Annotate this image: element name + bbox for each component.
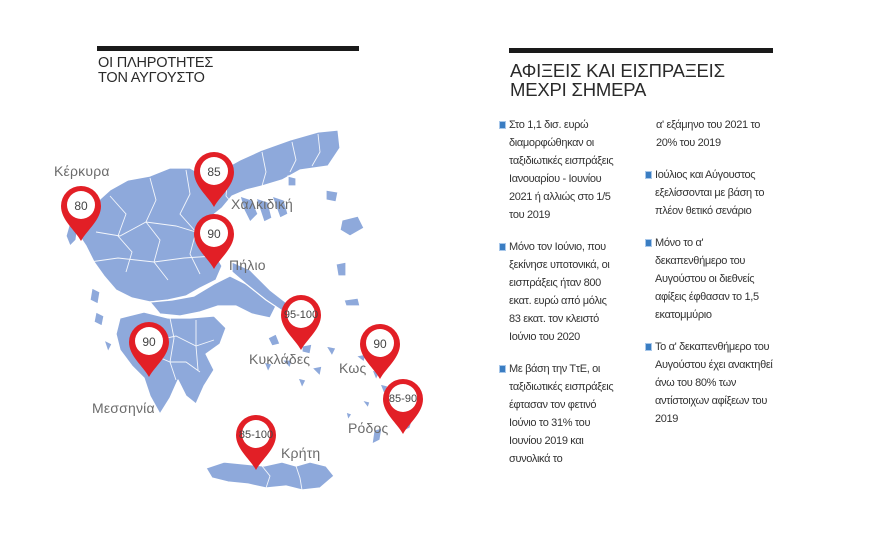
bullet-item [499,238,627,346]
pin-value [279,293,323,337]
pin-value: 90 [207,226,221,241]
bullet-item [645,338,785,428]
right-heading-rule [509,48,773,53]
place-label-rodos: Ρόδος [348,420,389,436]
text-column-1 [499,116,627,482]
pin-value [381,377,425,421]
bullet-text: Με βάση την ΤτΕ, οι ταξιδιωτικές εισπράξεις έφτασαν τον φετινό Ιούνιο το 31% του Ιουνίου 2019 και συνολικά το [509,363,614,465]
text-column-2 [645,116,785,442]
bullet-continuation: α' εξάμηνο του 2021 το 20% του 2019 [656,119,761,149]
place-label-messinia: Μεσσηνία [92,400,155,416]
bullet-item [645,166,785,220]
map-pin-rodos[interactable] [381,377,425,435]
bullet-square-icon [645,171,652,179]
left-heading-line1: ΟΙ ΠΛΗΡΟΤΗΤΕΣ [98,55,214,71]
bullet-text: Ιούλιος και Αύγουστος εξελίσσονται με βάση το πλέον θετικό σενάριο [655,169,765,217]
map-pin-chalkidiki[interactable] [192,150,236,208]
place-label-kriti: Κρήτη [281,445,321,461]
right-heading [510,62,725,99]
bullet-item [499,360,627,468]
map-pin-kyklades[interactable] [279,293,323,351]
right-heading-line2: ΜΕΧΡΙ ΣΗΜΕΡΑ [510,78,647,100]
pin-value-line1: 95- [283,308,300,321]
pin-value: 80 [74,198,88,213]
place-label-chalkidiki: Χαλκιδική [231,196,294,212]
bullet-square-icon [645,343,652,351]
bullet-text: Το α' δεκαπενθήμερο του Αυγούστου έχει ανακτηθεί άνω του 80% των αντίστοιχων αφίξεων του 2019 [655,341,773,425]
bullet-item [645,234,785,324]
map-pin-kos[interactable] [358,322,402,380]
map-pin-kriti[interactable] [234,413,278,471]
bullet-text: Μόνο το α' δεκαπενθήμερο του Αυγούστου οι διεθνείς αφίξεις έφθασαν το 1,5 εκατομμύριο [655,237,759,321]
map-pin-kerkyra[interactable] [59,184,103,242]
bullet-text: Μόνο τον Ιούνιο, που ξεκίνησε υποτονικά, οι εισπράξεις ήταν 800 εκατ. ευρώ από μόλις 83 εκατ. τον κλειστό Ιούνιο του 2020 [509,241,610,343]
pin-value [234,413,278,457]
bullet-text: Στο 1,1 δισ. ευρώ διαμορφώθηκαν οι ταξιδιωτικές εισπράξεις Ιανουαρίου - Ιουνίου 2021 ή αλλιώς στο 1/5 του 2019 [509,119,614,221]
right-heading-line1: ΑΦΙΞΕΙΣ ΚΑΙ ΕΙΣΠΡΑΞΕΙΣ [510,60,725,81]
pin-value-line1: 85- [238,428,255,441]
pin-value-line2: 100 [299,308,319,321]
bullet-item [499,116,627,224]
bullet-square-icon [499,243,506,251]
bullet-square-icon [645,239,652,247]
place-label-kerkyra: Κέρκυρα [54,163,110,179]
place-label-kos: Κως [339,360,367,376]
place-label-pilio: Πήλιο [229,257,266,273]
map-pin-messinia[interactable] [127,320,171,378]
pin-value-line1: 85- [388,392,405,405]
pin-value: 90 [373,336,387,351]
pin-value-line2: 90 [404,392,418,405]
left-heading-line2: ΤΟΝ ΑΥΓΟΥΣΤΟ [98,69,205,86]
pin-value-line2: 100 [254,428,274,441]
place-label-kyklades: Κυκλάδες [249,351,311,367]
pin-value: 85 [207,164,221,179]
pin-value: 90 [142,334,156,349]
bullet-square-icon [499,121,506,129]
bullet-square-icon [499,365,506,373]
map-pin-pilio[interactable] [192,212,236,270]
